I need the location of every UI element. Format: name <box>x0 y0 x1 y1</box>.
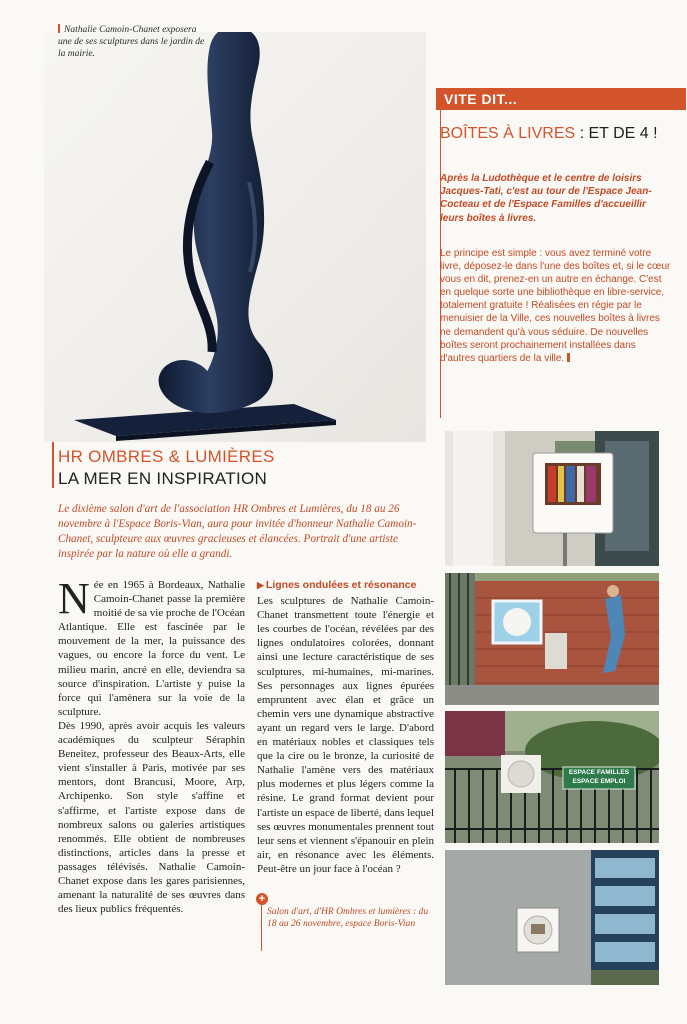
article-intro: Le dixième salon d'art de l'association HR Ombres et Lumières, du 18 au 26 novembre à l'Espace Boris-Vian, aura pour invitée d'honneur Nathalie Camoin-Chanet, sculpteure aux œuvres gracieuses et élancées. Portrait d'une artiste inspirée par la nature où elle a grandi. <box>58 503 417 560</box>
paragraph-2: Dès 1990, après avoir acquis les valeurs académiques du sculpteur Séraphin Beneitez, professeur des Beaux-Arts, elle vient s'installer à Paris, motivée par ses mentors, dont Brancusi, Moore, Arp, Archipenko. Son style s'affine et s'affirme, et l'artiste expose dans de nombreux salons ou galeries artistiques renommés. Elle obtient de nombreuses distinctions, articles dans la presse et passages télévisés. Nathalie Camoin-Chanet expose dans les gares parisiennes, amenant la naturalité de ses œuvres dans des lieux publics fréquentés. <box>58 719 245 916</box>
subhead-text: Lignes ondulées et résonance <box>265 579 417 591</box>
article-column-1 <box>58 574 245 916</box>
espace-sign <box>563 768 635 786</box>
paragraph-3: Les sculptures de Nathalie Camoin-Chanet transmettent toute l'énergie et les courbes de l'océan, révélées par des lignes ondulatoires colorées, donnant ainsi une lecture caractéristique de ses sculptures, mi-humaines, mi-marines. Ses personnages aux lignes épurées empruntent avec élan et grâce un chemin vers une dynamique abstractive ayant un regard vers le large. D'abord en matériaux nobles et classiques tels que la cire ou le bronze, la curiosité de Nathalie l'amène vers des matériaux plus modernes et plus légers comme la résine. Le grand format devient pour l'artiste un espace de liberté, dans lequel ses œuvres monumentales prennent tout leur sens et viennent s'épanouir en plein air, en résonance avec les éléments. Peut-être un jour face à l'océan ? <box>257 595 434 875</box>
article-title: LA MER EN INSPIRATION <box>58 469 268 488</box>
sign-line-2: ESPACE EMPLOI <box>572 778 626 785</box>
sidebar-body <box>440 247 672 365</box>
caption-text: Nathalie Camoin-Chanet exposera une de ses sculptures dans le jardin de la mairie. <box>58 25 205 59</box>
sidebar-title-rest: : ET DE 4 ! <box>575 125 658 142</box>
sidebar-title <box>440 121 672 146</box>
end-mark <box>567 353 570 362</box>
plus-icon: + <box>256 893 268 905</box>
book-box-photo-4 <box>445 850 659 985</box>
sign-line-1: ESPACE FAMILLES <box>568 769 630 776</box>
drop-cap: N <box>58 574 90 623</box>
info-rule <box>261 905 262 951</box>
sculpture-illustration <box>44 32 426 442</box>
book-box-photo-2 <box>445 573 659 705</box>
article-column-2 <box>257 578 434 876</box>
sidebar-lead: Après la Ludothèque et le centre de loisirs Jacques-Tati, c'est au tour de l'Espace Jean-Cocteau et de l'Espace Familles d'accueillir leurs boîtes à livres. <box>440 173 652 224</box>
event-info: Salon d'art, d'HR Ombres et lumières : du 18 au 26 novembre, espace Boris-Vian <box>267 906 429 929</box>
book-box-photo-1 <box>445 431 659 566</box>
sidebar-title-accent: BOÎTES À LIVRES <box>440 125 576 142</box>
triangle-icon: ▶ <box>257 580 264 590</box>
sculpture-photo <box>44 32 426 442</box>
caption-marker <box>58 24 60 33</box>
title-accent-rule <box>52 442 54 488</box>
article-kicker: HR OMBRES & LUMIÈRES <box>58 447 275 466</box>
book-box-photo-3 <box>445 711 659 843</box>
paragraph-1: ée en 1965 à Bordeaux, Nathalie Camoin-Chanet passe la première moitié de sa vie proche de l'Océan Atlantique. Elle est fascinée par le mouvement de la mer, la puissance des vagues, ou encore la force du vent. Le milieu marin, ancré en elle, deviendra sa source d'inspiration. L'artiste y puise la force qui l'amènera sur la voie de la sculpture. <box>58 579 245 718</box>
section-subhead <box>257 578 434 592</box>
photo-caption <box>58 24 208 60</box>
vite-dit-banner: VITE DIT... <box>436 88 686 110</box>
sidebar-body-text: Le principe est simple : vous avez terminé votre livre, déposez-le dans l'une des boîtes et, si le cœur vous en dit, prenez-en un autre en échange. C'est en quelque sorte une bibliothèque en libre-service, totalement gratuite ! Réalisées en régie par le menuisier de la Ville, ces nouvelles boîtes à livres ne demandent qu'à vous séduire. De nouvelles boîtes seront prochainement installées dans d'autres quartiers de la ville. <box>440 248 671 364</box>
